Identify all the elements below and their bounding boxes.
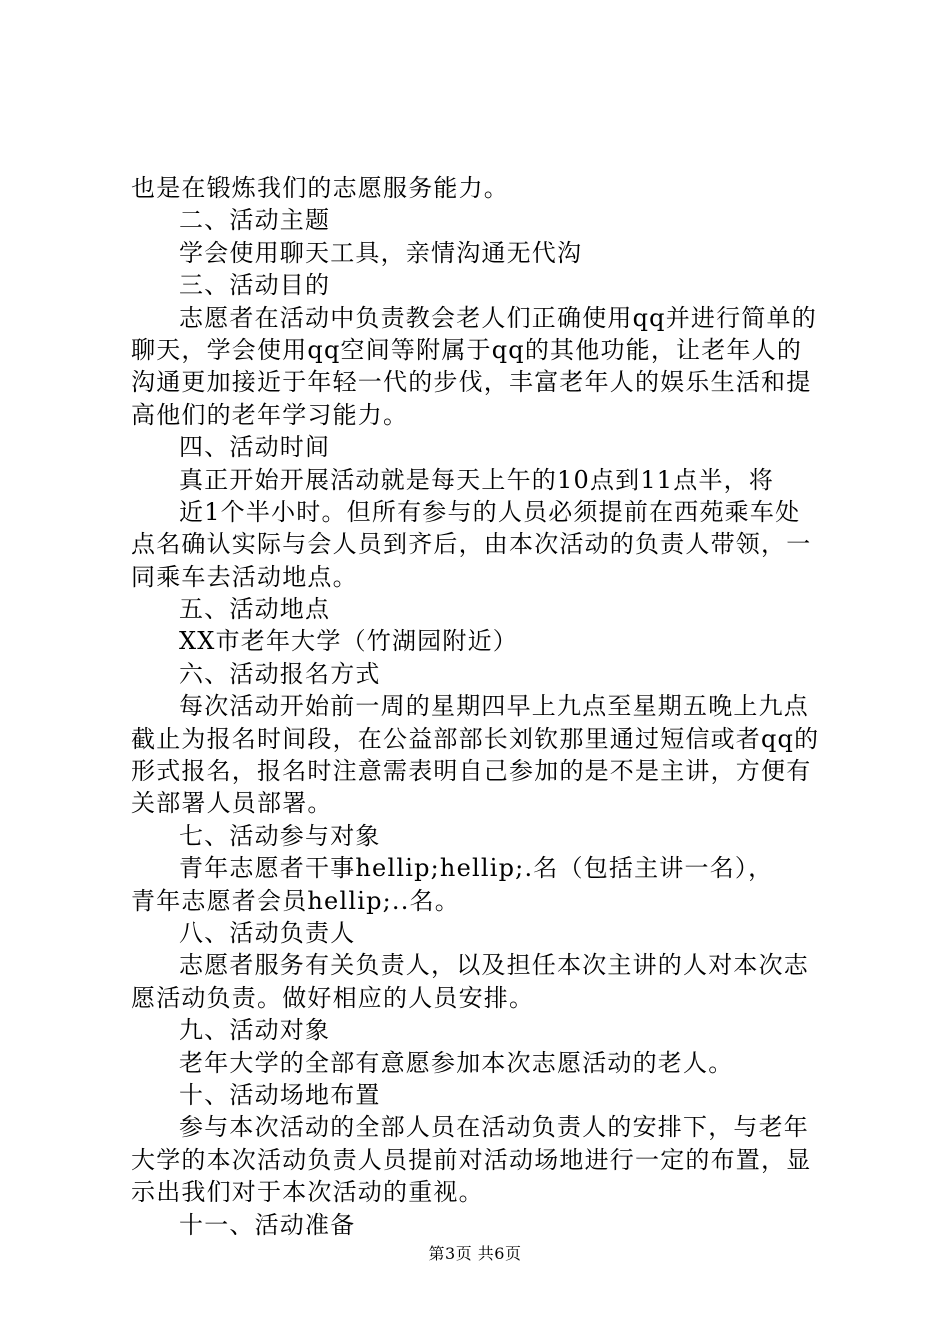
text-line: 同乘车去活动地点。 (131, 562, 358, 591)
text-line: 二、活动主题 (179, 206, 331, 235)
text-line: 点名确认实际与会人员到齐后，由本次活动的负责人带领，一 (131, 530, 812, 559)
text-line: 老年大学的全部有意愿参加本次志愿活动的老人。 (179, 1048, 734, 1077)
text-line: 大学的本次活动负责人员提前对活动场地进行一定的布置，显 (131, 1145, 812, 1174)
text-line: 近1个半小时。但所有参与的人员必须提前在西苑乘车处 (179, 497, 801, 526)
text-line: 聊天，学会使用qq空间等附属于qq的其他功能，让老年人的 (131, 335, 803, 364)
text-line: 沟通更加接近于年轻一代的步伐，丰富老年人的娱乐生活和提 (131, 368, 812, 397)
text-line: 愿活动负责。做好相应的人员安排。 (131, 983, 535, 1012)
text-line: 十一、活动准备 (179, 1210, 356, 1239)
text-line: 志愿者服务有关负责人，以及担任本次主讲的人对本次志 (179, 951, 809, 980)
text-line: 八、活动负责人 (179, 918, 356, 947)
text-line: XX市老年大学（竹湖园附近） (179, 627, 518, 656)
text-line: 参与本次活动的全部人员在活动负责人的安排下，与老年 (179, 1113, 809, 1142)
text-line: 四、活动时间 (179, 433, 331, 462)
page-number: 第3页 共6页 (428, 1244, 522, 1263)
document-body (131, 172, 831, 1241)
text-line: 形式报名，报名时注意需表明自己参加的是不是主讲，方便有 (131, 757, 812, 786)
text-line: 也是在锻炼我们的志愿服务能力。 (131, 174, 509, 202)
text-line: 学会使用聊天工具，亲情沟通无代沟 (179, 238, 583, 267)
text-line: 志愿者在活动中负责教会老人们正确使用qq并进行简单的 (179, 303, 817, 332)
text-line: 真正开始开展活动就是每天上午的10点到11点半，将 (179, 465, 775, 494)
text-line: 示出我们对于本次活动的重视。 (131, 1178, 484, 1207)
text-line: 每次活动开始前一周的星期四早上九点至星期五晚上九点 (179, 692, 809, 721)
text-line: 高他们的老年学习能力。 (131, 400, 409, 429)
text-line: 青年志愿者干事hellip;hellip;.名（包括主讲一名）， (179, 854, 774, 883)
text-line: 五、活动地点 (179, 595, 331, 624)
text-line: 六、活动报名方式 (179, 659, 381, 688)
text-line: 十、活动场地布置 (179, 1080, 381, 1109)
text-line: 关部署人员部署。 (131, 789, 333, 818)
text-line: 九、活动对象 (179, 1016, 331, 1045)
text-line: 七、活动参与对象 (179, 821, 381, 850)
text-line: 青年志愿者会员hellip;..名。 (131, 886, 460, 915)
text-line: 三、活动目的 (179, 271, 331, 300)
text-line: 截止为报名时间段，在公益部部长刘钦那里通过短信或者qq的 (131, 724, 820, 753)
